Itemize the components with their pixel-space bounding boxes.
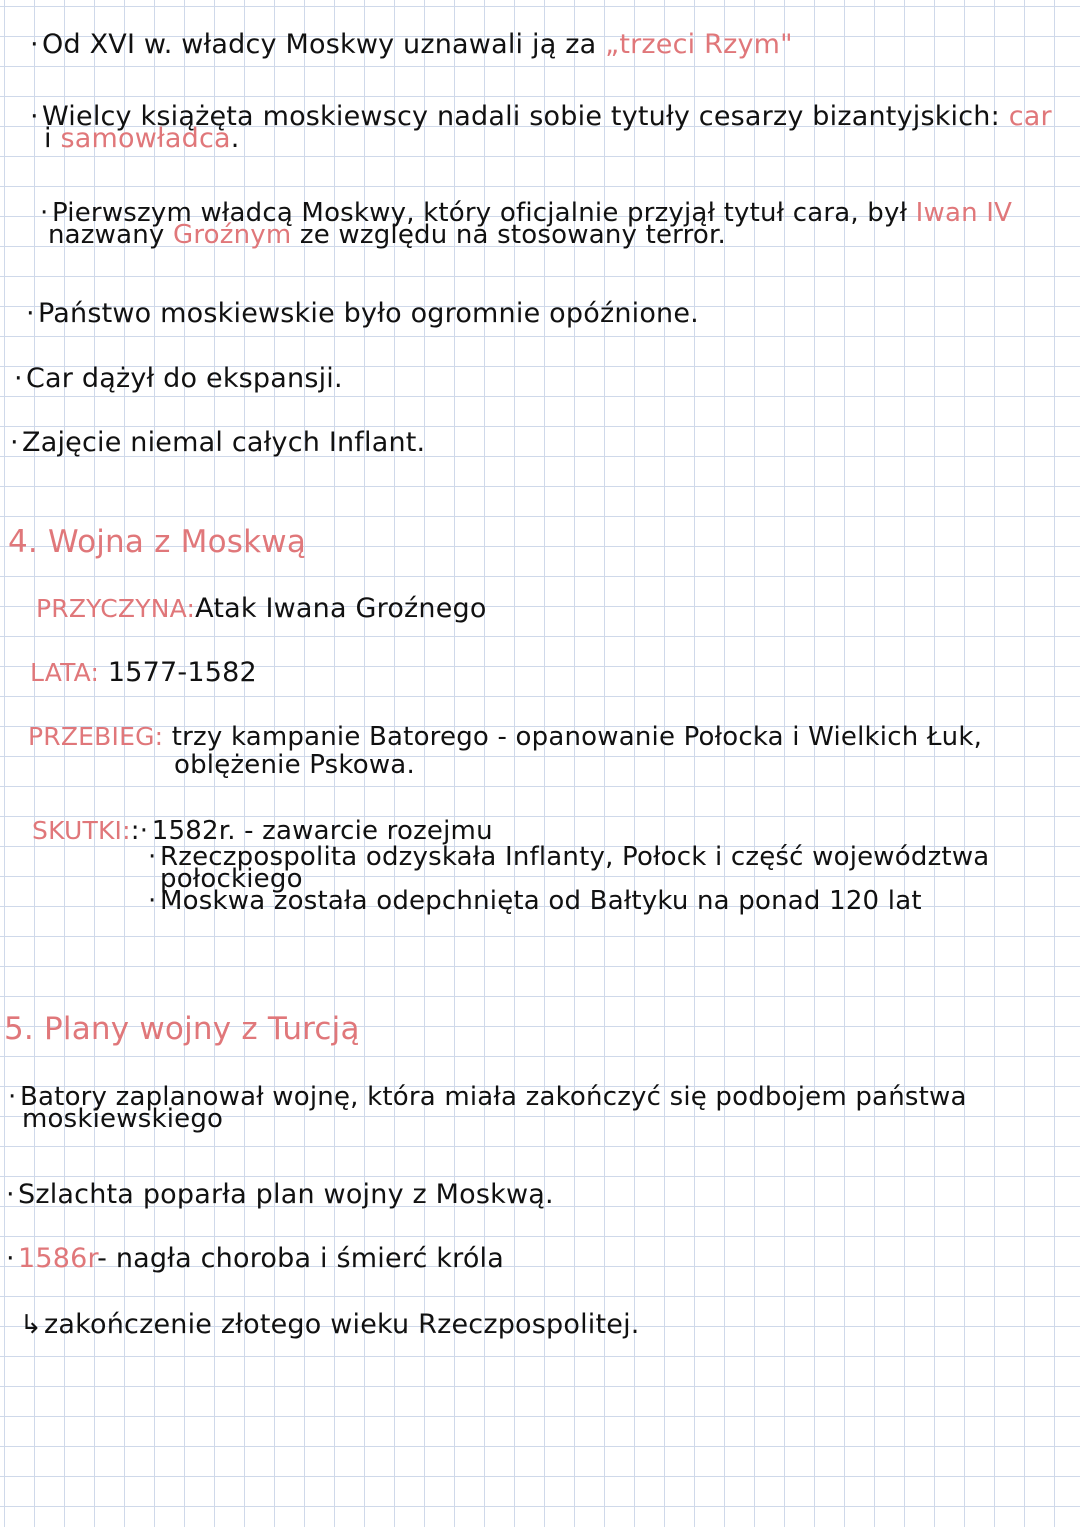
cause-text: Atak Iwana Groźnego: [195, 593, 487, 624]
highlight-ivan: Iwan IV: [915, 198, 1013, 228]
bullet-batory-plan: · Batory zaplanował wojnę, która miała zakończyć się podbojem państwa moskiewskiego: [8, 1082, 967, 1134]
course-text-cont: oblężenie Pskowa.: [174, 750, 415, 780]
course-label: PRZEBIEG:: [28, 722, 164, 751]
highlight-car: car: [1008, 101, 1052, 132]
year-1586: 1586r: [18, 1243, 98, 1274]
effect-item: Rzeczpospolita odzyskała Inflanty, Połock i część województwa: [160, 842, 990, 872]
cause-row: [36, 594, 487, 624]
section-heading-turkey-plans: 5. Plany wojny z Turcją: [4, 1011, 360, 1047]
bullet-titles: · Wielcy książęta moskiewscy nadali sobie tytuły cesarzy bizantyjskich: car i samowładca.: [30, 101, 1052, 154]
bullet-text-cont: i: [44, 123, 61, 154]
cause-label: PRZYCZYNA:: [36, 594, 196, 623]
bullet-third-rome: · Od XVI w. władcy Moskwy uznawali ją za „trzeci Rzym": [30, 29, 793, 60]
arrow-down-right-icon: ↳: [20, 1310, 42, 1340]
highlight-samowladca: samowładca: [60, 123, 231, 154]
bullet-text: Pierwszym władcą Moskwy, który oficjalnie przyjął tytuł cara, był: [52, 198, 916, 228]
course-row: [28, 722, 983, 780]
bullet-text-cont: nazwany: [48, 220, 173, 250]
effect-item: 1582r. - zawarcie rozejmu: [151, 816, 493, 846]
section-heading-war-moscow: 4. Wojna z Moskwą: [8, 524, 307, 560]
effects-block: SKUTKI::· 1582r. - zawarcie rozejmu · Rzeczpospolita odzyskała Inflanty, Połock i część województwa połockiego · Moskwa została odepchnięta od Bałtyku na ponad 120 lat: [32, 816, 990, 916]
bullet-livonia: · Zajęcie niemal całych Inflant.: [10, 427, 426, 458]
bullet-text: Wielcy książęta moskiewscy nadali sobie tytuły cesarzy bizantyjskich:: [42, 101, 1009, 132]
bullet-ivan: · Pierwszym władcą Moskwy, który oficjalnie przyjął tytuł cara, był Iwan IV nazwany Groźnym ze względu na stosowany terror.: [40, 198, 1013, 250]
bullet-backward-state: · Państwo moskiewskie było ogromnie opóźnione.: [26, 298, 699, 329]
effects-label: SKUTKI:: [32, 816, 131, 845]
years-text: 1577-1582: [107, 657, 257, 688]
years-label: LATA:: [30, 658, 100, 687]
effect-item: Moskwa została odepchnięta od Bałtyku na ponad 120 lat: [160, 886, 922, 916]
bullet-expansion: · Car dążył do ekspansji.: [14, 363, 343, 394]
highlight-third-rome: „trzeci Rzym": [605, 29, 793, 60]
bullet-text-cont: moskiewskiego: [22, 1104, 224, 1134]
bullet-szlachta: · Szlachta poparła plan wojny z Moskwą.: [6, 1179, 554, 1210]
effect-item-cont: połockiego: [160, 864, 303, 894]
result-text: zakończenie złotego wieku Rzeczpospolitej.: [44, 1309, 640, 1340]
bullet-text: Batory zaplanował wojnę, która miała zakończyć się podbojem państwa: [20, 1082, 967, 1112]
bullet-text: Państwo moskiewskie było ogromnie opóźnione.: [38, 298, 699, 329]
course-text: trzy kampanie Batorego - opanowanie Połocka i Wielkich Łuk,: [171, 722, 983, 752]
bullet-1586: · 1586r- nagła choroba i śmierć króla: [6, 1243, 504, 1274]
bullet-text: Szlachta poparła plan wojny z Moskwą.: [18, 1179, 554, 1210]
bullet-text: - nagła choroba i śmierć króla: [97, 1243, 504, 1274]
bullet-text: Zajęcie niemal całych Inflant.: [22, 427, 426, 458]
years-row: [30, 658, 257, 688]
result-line: [20, 1310, 640, 1340]
bullet-text: Car dążył do ekspansji.: [26, 363, 343, 394]
highlight-grozny: Groźnym: [173, 220, 292, 250]
bullet-text: Od XVI w. władcy Moskwy uznawali ją za: [42, 29, 606, 60]
